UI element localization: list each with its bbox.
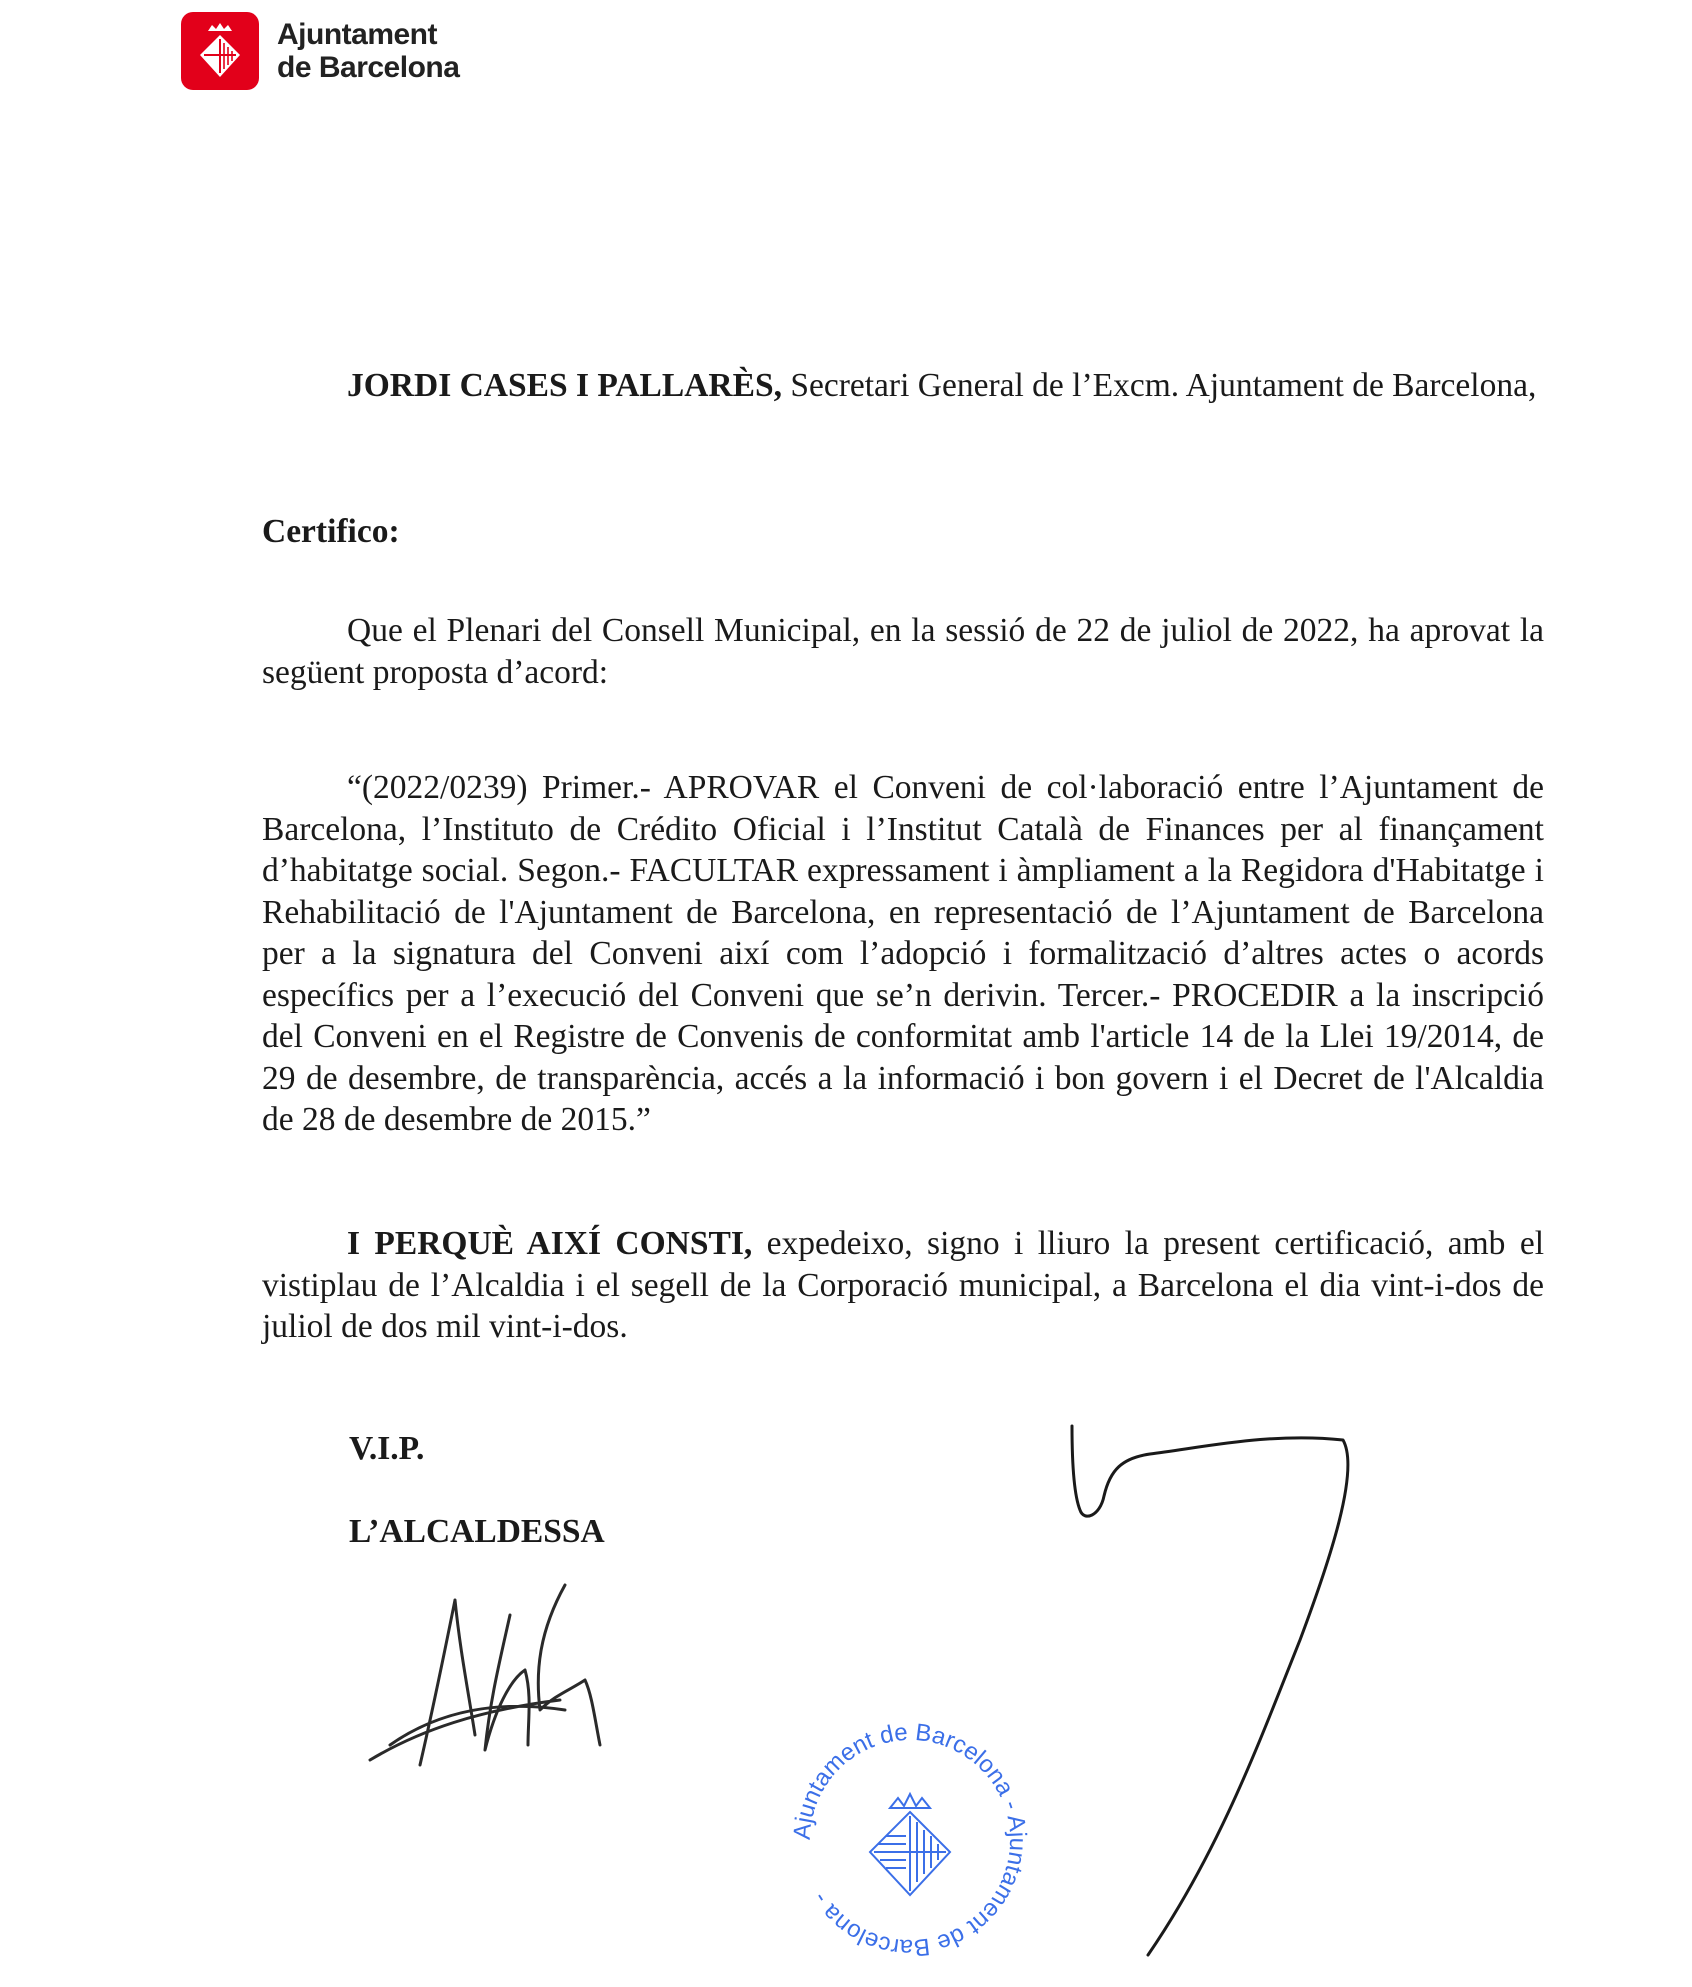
stamp-ring-text: Ajuntament de Barcelona - Ajuntament de Barcelona -: [788, 1718, 1032, 1962]
mayor-title: L’ALCALDESSA: [349, 1513, 605, 1550]
closing-paragraph: [262, 1223, 1544, 1348]
stamp-coat-of-arms-icon: [870, 1794, 950, 1895]
mayor-signature: [360, 1560, 630, 1780]
closing-lead: I PERQUÈ AIXÍ CONSTI,: [347, 1225, 753, 1262]
intro-paragraph: [262, 365, 1544, 407]
header-logo: [181, 12, 459, 90]
signatory-name: JORDI CASES I PALLARÈS,: [347, 367, 782, 404]
org-name-line1: Ajuntament: [277, 18, 437, 51]
certifico-heading: Certifico:: [262, 513, 400, 550]
secretary-signature: [1060, 1410, 1360, 1970]
signatory-role: Secretari General de l’Excm. Ajuntament de Barcelona,: [781, 367, 1537, 404]
closing-text: expedeixo, signo i lliuro la present certificació, amb el vistiplau de l’Alcaldia i el segell de la Corporació municipal, a Barcelona el dia vint-i-dos de juliol de dos mil vint-i-dos.: [262, 1225, 1544, 1345]
city-coat-of-arms-icon: [181, 12, 259, 90]
org-name-line2: de Barcelona: [277, 51, 460, 84]
org-name: [277, 18, 459, 84]
official-stamp: [780, 1710, 1040, 1970]
session-paragraph: Que el Plenari del Consell Municipal, en la sessió de 22 de juliol de 2022, ha aprovat la següent proposta d’acord:: [262, 612, 1544, 691]
agreement-paragraph: “(2022/0239) Primer.- APROVAR el Conveni de col·laboració entre l’Ajuntament de Barcelona, l’Instituto de Crédito Oficial i l’Institut Català de Finances per al finançament d’habitatge social. Segon.- FACULTAR expressament i àmpliament a la Regidora d'Habitatge i Rehabilitació de l'Ajuntament de Barcelona, en representació de l’Ajuntament de Barcelona per a la signatura del Conveni així com l’adopció i formalització d’altres actes o acords específics per a l’execució del Conveni que se’n derivin. Tercer.- PROCEDIR a la inscripció del Conveni en el Registre de Convenis de conformitat amb l'article 14 de la Llei 19/2014, de 29 de desembre, de transparència, accés a la informació i bon govern i el Decret de l'Alcaldia de 28 de desembre de 2015.”: [262, 769, 1544, 1138]
vip-label: V.I.P.: [349, 1430, 425, 1467]
